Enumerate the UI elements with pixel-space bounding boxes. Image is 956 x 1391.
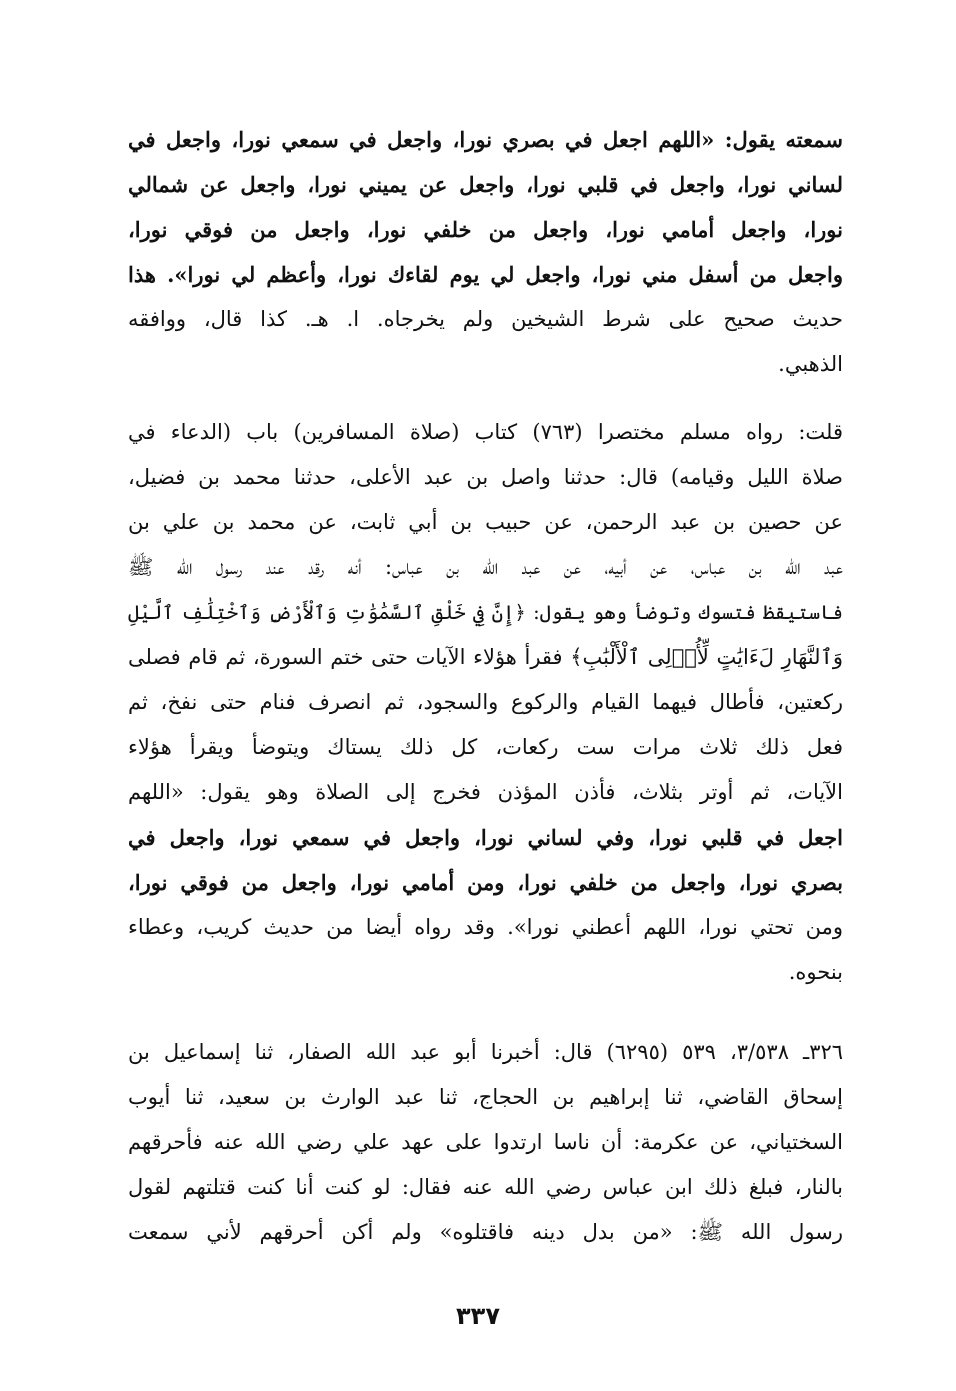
text-line: إسحاق القاضي، ثنا إبراهيم بن الحجاج، ثنا عبد الوارث بن سعيد، ثنا أيوب [128, 1085, 843, 1109]
text-line: وَٱلنَّهَارِ لَءَايَٰتٍ لِّأُو۟لِى ٱلْأَلْبَٰبِ﴾ فقرأ هؤلاء الآيات حتى ختم السورة، ثم قام فصلى [128, 645, 843, 669]
paragraph-hadith-326 [128, 1030, 843, 1255]
text-line: الآيات، ثم أوتر بثلاث، فأذن المؤذن فخرج إلى الصلاة وهو يقول: «اللهم [128, 780, 843, 804]
text-line: بالنار، فبلغ ذلك ابن عباس رضي الله عنه فقال: لو كنت أنا كنت قتلتهم لقول [128, 1175, 843, 1199]
paragraph-hadith-text [128, 117, 843, 387]
text-line: ومن تحتي نورا، اللهم أعطني نورا». وقد رواه أيضا من حديث كريب، وعطاء [128, 915, 843, 939]
text-line: نورا، واجعل أمامي نورا، واجعل من خلفي نورا، واجعل من فوقي نورا، [128, 217, 843, 242]
text-line: الذهبي. [778, 352, 843, 376]
text-line: عن حصين بن عبد الرحمن، عن حبيب بن أبي ثابت، عن محمد بن علي بن [128, 510, 843, 534]
text-line: عبد الله بن عباس، عن أبيه، عن عبد الله بن عباس: أنه رقد عند رسول الله ﷺ [128, 555, 843, 579]
text-line: واجعل من أسفل مني نورا، واجعل لي يوم لقاءك نورا، وأعظم لي نورا». هذا [128, 262, 843, 287]
text-line: سمعته يقول: «اللهم اجعل في بصري نورا، واجعل في سمعي نورا، واجعل في [128, 127, 843, 152]
text-line: بصري نورا، واجعل من خلفي نورا، ومن أمامي نورا، واجعل من فوقي نورا، [128, 870, 843, 895]
text-line: فاستيقظ فتسوك وتوضأ وهو يقول: ﴿إِنَّ فِي خَلْقِ ٱلسَّمَٰوَٰتِ وَٱلْأَرْضِ وَٱخْتِلَٰفِ ٱلَّيْلِ [128, 601, 843, 624]
text-line: بنحوه. [788, 960, 843, 984]
text-line: السختياني، عن عكرمة: أن ناسا ارتدوا على عهد علي رضي الله عنه فأحرقهم [128, 1130, 843, 1154]
text-line: اجعل في قلبي نورا، وفي لساني نورا، واجعل في سمعي نورا، واجعل في [128, 825, 843, 850]
page-number: ٣٣٧ [456, 1302, 500, 1330]
text-line: رسول الله ﷺ: «من بدل دينه فاقتلوه» ولم أكن أحرقهم لأني سمعت [128, 1220, 843, 1244]
text-line: ركعتين، فأطال فيهما القيام والركوع والسجود، ثم انصرف فنام حتى نفخ، ثم [128, 690, 843, 714]
text-line: فعل ذلك ثلاث مرات ست ركعات، كل ذلك يستاك ويتوضأ ويقرأ هؤلاء [128, 735, 843, 759]
text-line: لساني نورا، واجعل في قلبي نورا، واجعل عن يميني نورا، واجعل عن شمالي [128, 172, 843, 197]
text-line: قلت: رواه مسلم مختصرا (٧٦٣) كتاب (صلاة المسافرين) باب (الدعاء في [128, 420, 843, 444]
text-line: صلاة الليل وقيامه) قال: حدثنا واصل بن عبد الأعلى، حدثنا محمد بن فضيل، [128, 465, 843, 489]
text-line: حديث صحيح على شرط الشيخين ولم يخرجاه. ا. هـ. كذا قال، ووافقه [128, 307, 843, 331]
text-line: ٣٢٦ـ ٣/٥٣٨، ٥٣٩ (٦٢٩٥) قال: أخبرنا أبو عبد الله الصفار، ثنا إسماعيل بن [128, 1040, 843, 1064]
paragraph-commentary [128, 410, 843, 995]
